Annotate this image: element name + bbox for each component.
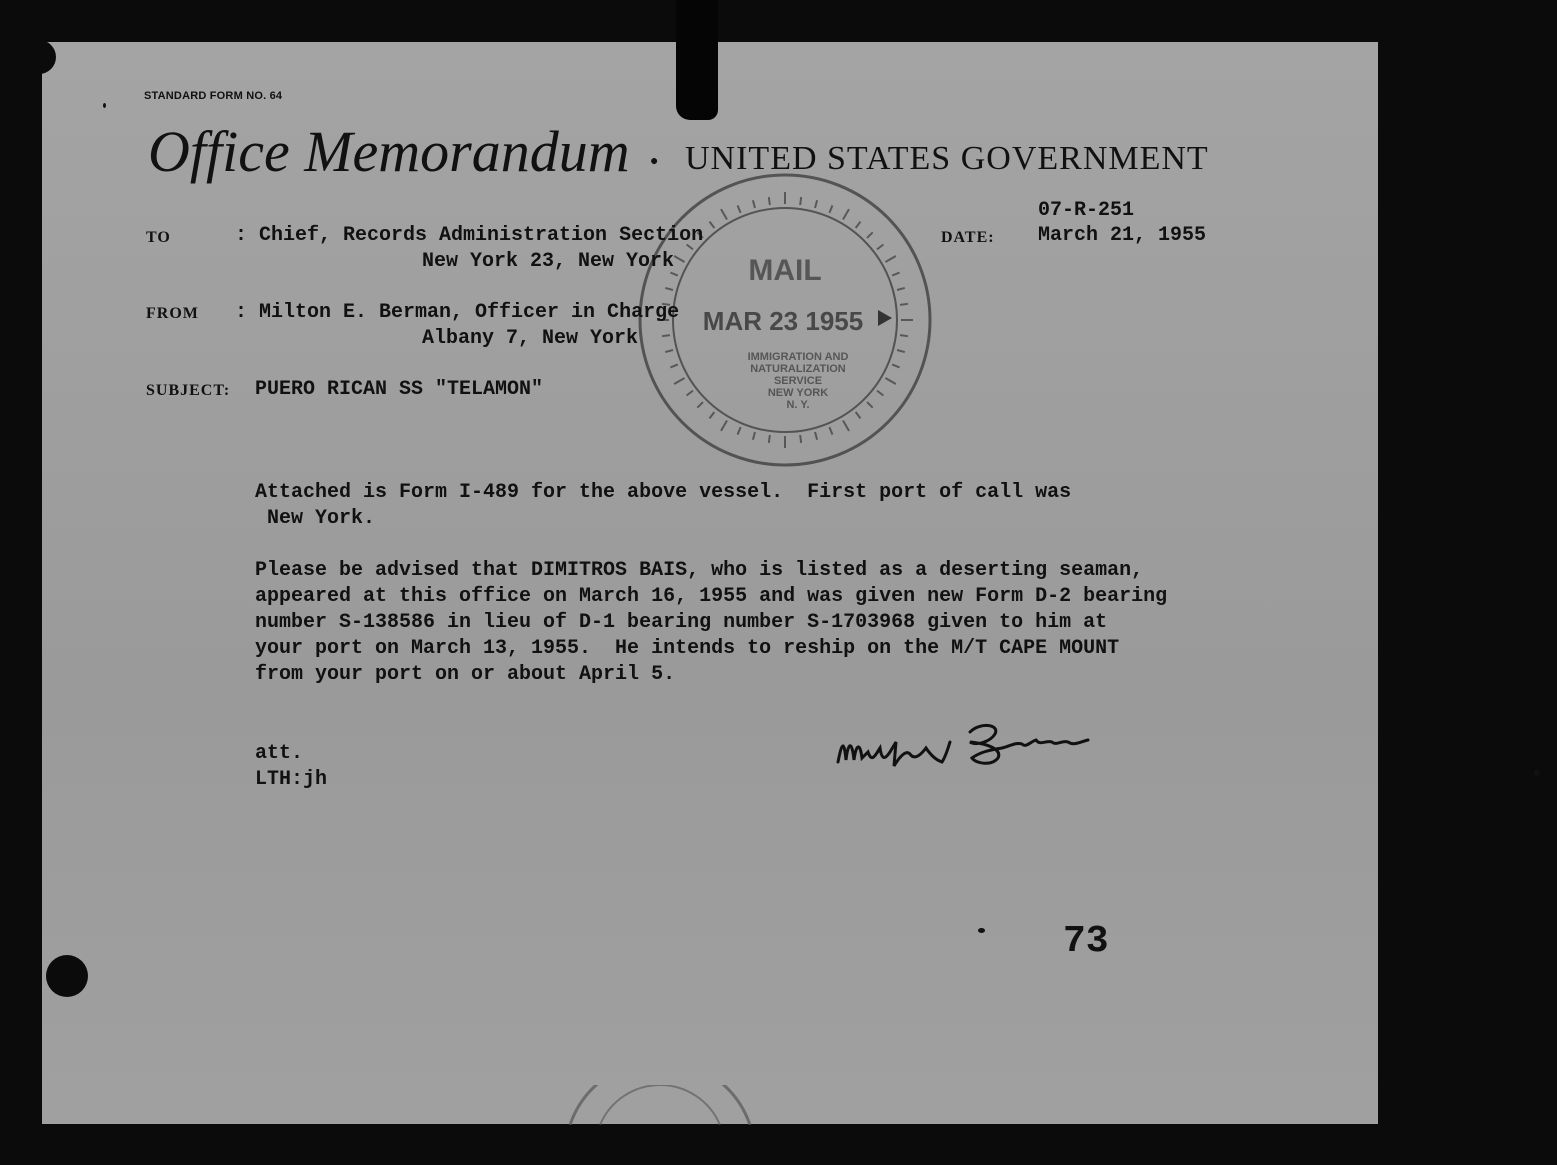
stamp-tick (885, 256, 895, 262)
stamp-tick (687, 391, 693, 396)
stamp-tick (892, 364, 899, 367)
enclosure-note: att. (255, 742, 304, 765)
title-bullet-icon: ● (650, 152, 659, 168)
from-line2: Albany 7, New York (422, 327, 639, 350)
government-heading: UNITED STATES GOVERNMENT (685, 140, 1209, 177)
partial-stamp-bottom (560, 1085, 760, 1125)
stamp-tick (856, 222, 861, 228)
to-line1: : Chief, Records Administration Section (235, 224, 704, 247)
punch-hole-bottom (46, 955, 88, 997)
stamp-tick (753, 200, 755, 208)
stamp-tick (710, 412, 715, 418)
stamp-line4: NEW YORK (767, 387, 829, 399)
stamp-tick (710, 222, 715, 228)
stamp-tick (738, 427, 741, 434)
stamp-tick (843, 209, 849, 219)
stamp-tick (697, 402, 703, 408)
stamp-tick (897, 350, 905, 352)
stamp-tick (843, 420, 849, 430)
paragraph1-line2: New York. (267, 507, 376, 530)
stamp-line2: NATURALIZATION (750, 363, 846, 375)
stamp-date-text: MAR 23 1955 (702, 306, 864, 336)
stamp-line3: SERVICE (773, 375, 823, 387)
from-line1: : Milton E. Berman, Officer in Charge (235, 301, 680, 324)
stamp-tick (867, 402, 873, 408)
stamp-line1: IMMIGRATION AND (747, 351, 849, 363)
date-value: March 21, 1955 (1038, 224, 1207, 247)
memo-title: Office Memorandum (148, 119, 630, 184)
stamp-tick (753, 432, 755, 440)
stamp-tick (856, 412, 861, 418)
stamp-line5: N. Y. (786, 399, 810, 411)
stamp-mail-text: MAIL (748, 254, 822, 287)
stamp-tick (829, 205, 832, 212)
stamp-tick (885, 378, 895, 384)
stamp-tick (877, 245, 883, 250)
typist-initials: LTH:jh (255, 768, 328, 791)
subject-value: PUERO RICAN SS "TELAMON" (255, 378, 544, 401)
subject-label: SUBJECT: (146, 382, 231, 399)
stamp-tick (662, 335, 670, 336)
stamp-tick (769, 435, 770, 443)
stamp-tick (897, 288, 905, 290)
to-label: TO (146, 229, 171, 246)
paragraph2-line1: Please be advised that DIMITROS BAIS, who is listed as a deserting seaman, (255, 559, 1144, 582)
stamp-tick (900, 304, 908, 305)
stamp-tick (829, 427, 832, 434)
stamp-tick (867, 232, 873, 238)
paragraph2-line3: number S-138586 in lieu of D-1 bearing number S-1703968 given to him at (255, 611, 1108, 634)
stamp-tick (721, 420, 727, 430)
stamp-tick (769, 197, 770, 205)
stamp-tick (900, 335, 908, 336)
stamp-tick (877, 391, 883, 396)
stamp-tick (800, 197, 801, 205)
stamp-tick (800, 435, 801, 443)
ink-speck (978, 928, 985, 933)
stamp-tick (721, 209, 727, 219)
stamp-tick (738, 205, 741, 212)
stamp-tick (892, 273, 899, 276)
stamp-tick (670, 364, 677, 367)
stamp-arrow-icon (878, 310, 892, 326)
stamp-tick (815, 200, 817, 208)
punch-hole-top (22, 40, 56, 74)
ink-speck (1534, 770, 1540, 776)
stamp-tick (815, 432, 817, 440)
stamp-tick (665, 350, 673, 352)
paragraph1-line1: Attached is Form I-489 for the above vessel. First port of call was (255, 481, 1072, 504)
handwritten-signature (830, 712, 1110, 782)
date-label: DATE: (941, 229, 995, 246)
paragraph2-line2: appeared at this office on March 16, 1955 and was given new Form D-2 bearing (255, 585, 1168, 608)
stamp-tick (674, 256, 684, 262)
standard-form-number: STANDARD FORM NO. 64 (144, 90, 283, 102)
paragraph2-line4: your port on March 13, 1955. He intends to reship on the M/T CAPE MOUNT (255, 637, 1120, 660)
file-number: 07-R-251 (1038, 199, 1135, 222)
stamp-tick (674, 378, 684, 384)
paragraph2-line5: from your port on or about April 5. (255, 663, 676, 686)
to-line2: New York 23, New York (422, 250, 675, 273)
tape-strip (676, 0, 718, 120)
stamp-tick (665, 288, 673, 290)
page-number: 73 (1063, 920, 1109, 963)
from-label: FROM (146, 305, 199, 322)
ink-speck (103, 103, 106, 108)
